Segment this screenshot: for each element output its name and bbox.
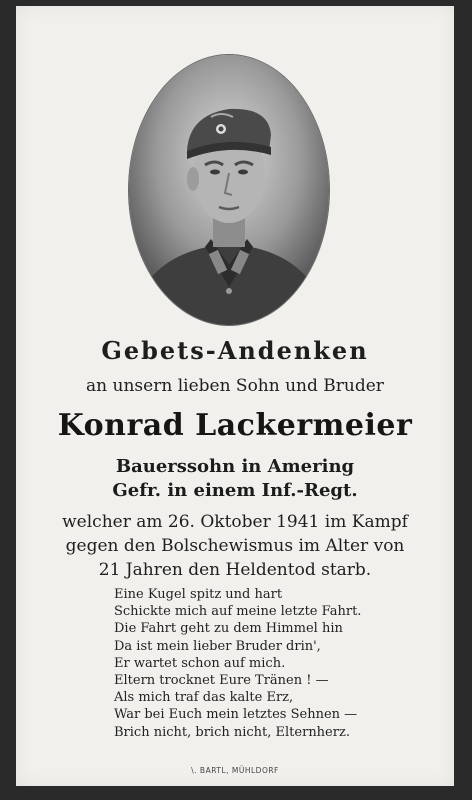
rank-line: Gefr. in einem Inf.-Regt. [112, 480, 358, 501]
portrait-photo [129, 55, 329, 325]
poem-line: Eltern trocknet Eure Tränen ! — [114, 673, 329, 689]
dedication-line: an unsern lieben Sohn und Bruder [86, 376, 384, 396]
card-title: Gebets-Andenken [101, 336, 369, 365]
poem-line: Eine Kugel spitz und hart [114, 587, 283, 602]
poem-line: War bei Euch mein letztes Sehnen — [114, 707, 358, 723]
poem-line: Brich nicht, brich nicht, Elternherz. [114, 724, 350, 740]
portrait-illustration [129, 55, 329, 325]
poem-line: Er wartet schon auf mich. [114, 655, 286, 671]
deceased-name: Konrad Lackermeier [57, 408, 413, 443]
poem-line: Da ist mein lieber Bruder drin', [114, 638, 321, 654]
poem-line: Die Fahrt geht zu dem Himmel hin [114, 621, 343, 637]
memorial-card [16, 6, 454, 786]
poem-line: Schickte mich auf meine letzte Fahrt. [114, 604, 362, 620]
poem [114, 586, 434, 741]
poem-line: Als mich traf das kalte Erz, [114, 690, 294, 706]
death-line-2: gegen den Bolschewismus im Alter von [65, 536, 405, 556]
death-line-1: welcher am 26. Oktober 1941 im Kampf [62, 512, 408, 532]
printer-imprint: \. BARTL, MÜHLDORF [191, 766, 279, 775]
death-line-3: 21 Jahren den Heldentod starb. [98, 560, 372, 580]
occupation-line: Bauerssohn in Amering [115, 456, 355, 477]
